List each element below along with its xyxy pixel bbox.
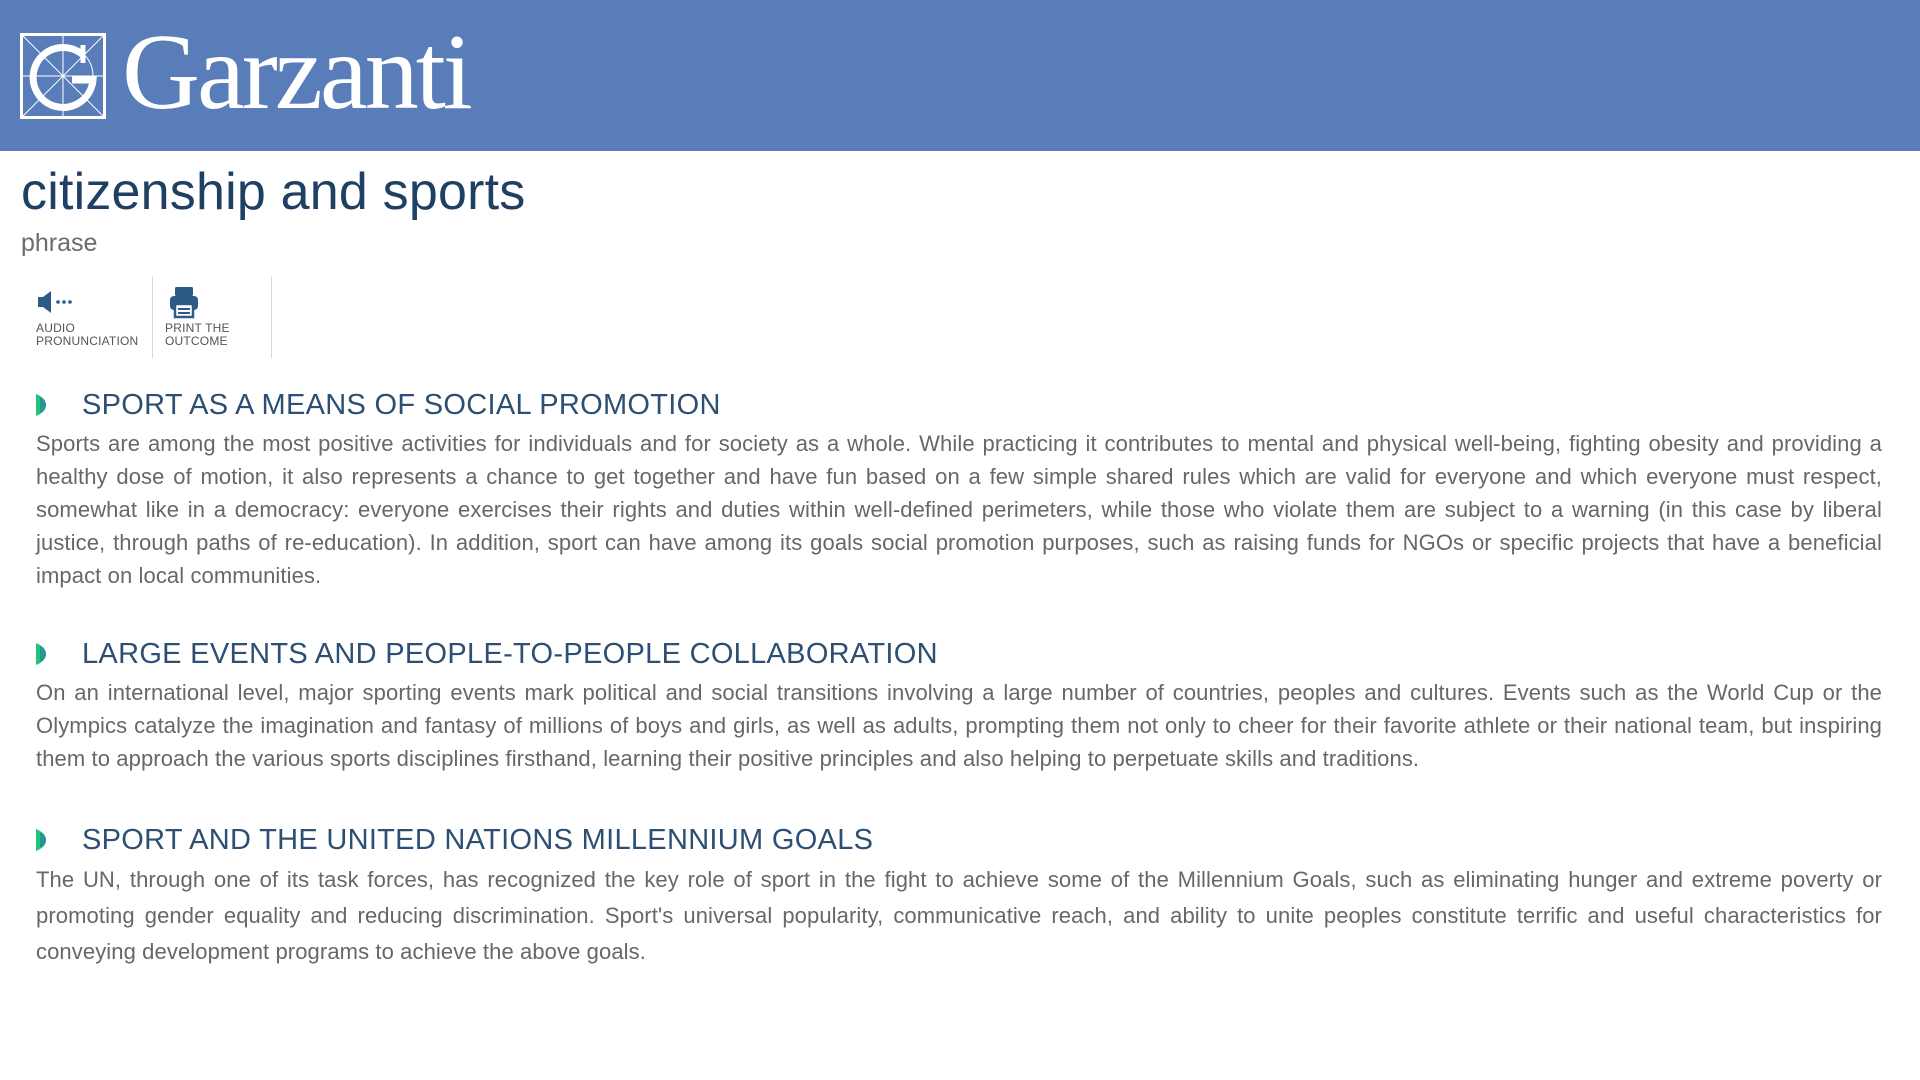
part-of-speech: phrase [21,229,98,257]
audio-pronunciation-button[interactable] [21,276,153,358]
section-body: Sports are among the most positive activities for individuals and for society as a whole. While practicing it contributes to mental and physical well-being, fighting obesity and providing a healthy dose of motion, it also represents a chance to get together and have fun based on a few simple shared rules which are valid for everyone and which everyone must respect, somewhat like in a democracy: everyone exercises their rights and duties within well-defined perimeters, while those who violate them are subject to a warning (in this case by liberal justice, through paths of re-education). In addition, sport can have among its goals social promotion purposes, such as raising funds for NGOs or specific projects that have a beneficial impact on local communities. [36,431,1882,588]
garzanti-g-monogram-icon [20,33,106,119]
section-header [36,820,1882,860]
printer-icon [165,284,207,322]
section-title: SPORT AS A MEANS OF SOCIAL PROMOTION [82,388,721,421]
section-title: SPORT AND THE UNITED NATIONS MILLENNIUM GOALS [82,823,874,856]
section-title: LARGE EVENTS AND PEOPLE-TO-PEOPLE COLLABORATION [82,637,938,670]
garzanti-logo[interactable] [20,13,470,132]
brand-name: Garzanti [122,13,470,132]
section-body: The UN, through one of its task forces, has recognized the key role of sport in the fight to achieve some of the Millennium Goals, such as eliminating hunger and extreme poverty or promoting gender equality and reducing discrimination. Sport's universal popularity, communicative reach, and ability to unite peoples constitute terrific and useful characteristics for conveying development programs to achieve the above goals. [36,867,1882,964]
speaker-icon [36,284,78,322]
section-header [36,634,1882,674]
section-millennium-goals [36,820,1882,970]
site-header [0,0,1920,151]
dictionary-entry [21,158,1882,348]
bullet-icon [36,643,46,665]
section-large-events [36,634,1882,775]
section-social-promotion [36,385,1882,592]
print-outcome-label: PRINT THE OUTCOME [165,321,230,348]
entry-headword: citizenship and sports [21,163,526,221]
audio-pronunciation-label: AUDIO PRONUNCIATION [36,321,139,348]
bullet-icon [36,829,46,851]
section-body: On an international level, major sporting events mark political and social transitions involving a large number of countries, peoples and cultures. Events such as the World Cup or the Olympics catalyze the imagination and fantasy of millions of boys and girls, as well as adults, prompting them not only to cheer for their favorite athlete or their national team, but inspiring them to approach the various sports disciplines firsthand, learning their positive principles and also helping to perpetuate skills and traditions. [36,680,1882,771]
print-outcome-button[interactable] [153,276,272,358]
entry-toolbar [21,276,272,358]
bullet-icon [36,394,46,416]
section-header [36,385,1882,425]
